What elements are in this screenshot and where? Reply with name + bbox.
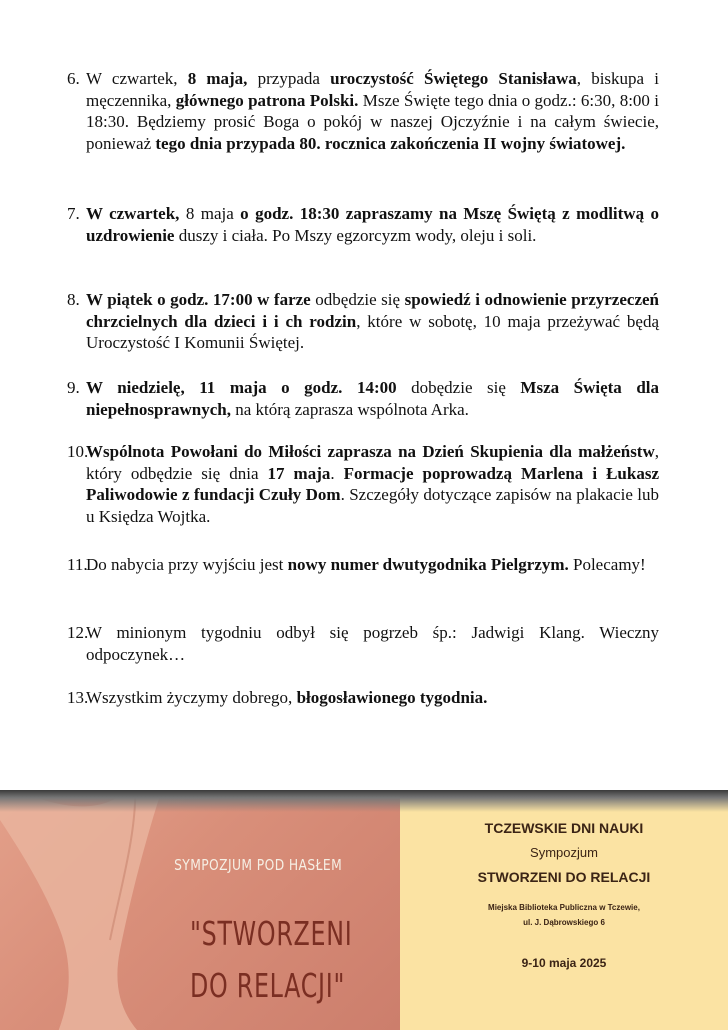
item-text-segment: Wszystkim życzymy dobrego, bbox=[86, 688, 297, 707]
item-text-segment: odbędzie się bbox=[310, 290, 405, 309]
item-number: 7. bbox=[67, 204, 80, 223]
item-text-segment: Do nabycia przy wyjściu jest bbox=[86, 555, 288, 574]
item-text-segment-bold: głównego patrona Polski. bbox=[175, 90, 359, 110]
item-text-segment: przypada bbox=[247, 69, 331, 88]
item-text bbox=[86, 687, 659, 709]
item-text-segment: , który odbędzie się dnia bbox=[86, 442, 659, 483]
item-text-segment-bold: Formacje poprowadzą Marlena i Łukasz Paliwodowie z fundacji Czuły Dom bbox=[86, 463, 659, 504]
item-text-segment: 8 maja bbox=[179, 204, 241, 223]
banner-caption: SYMPOZJUM POD HASŁEM bbox=[174, 856, 343, 874]
banner-title-line: "STWORZENI bbox=[190, 914, 353, 953]
announcement-item bbox=[67, 554, 659, 576]
item-text bbox=[86, 554, 659, 576]
item-number: 8. bbox=[67, 290, 80, 309]
item-number: 13. bbox=[67, 688, 89, 707]
item-number: 9. bbox=[67, 378, 80, 397]
event-type: Sympozjum bbox=[530, 845, 598, 860]
event-address: ul. J. Dąbrowskiego 6 bbox=[523, 918, 605, 927]
announcement-item bbox=[67, 289, 659, 354]
item-number: 10. bbox=[67, 442, 89, 461]
banner-title-line: DO RELACJI" bbox=[190, 966, 346, 1005]
item-text-segment-bold: spowiedź i odnowienie przyrzeczeń chrzcielnych dla dzieci i i ch rodzin bbox=[86, 290, 659, 331]
event-name: STWORZENI DO RELACJI bbox=[477, 869, 651, 885]
item-text-segment-bold: W czwartek, bbox=[86, 204, 180, 223]
announcement-item bbox=[67, 377, 659, 420]
item-text-segment: duszy i ciała. Po Mszy egzorcyzm wody, oleju i soli. bbox=[174, 225, 537, 245]
item-text bbox=[86, 441, 659, 527]
item-text-segment: na którą zaprasza wspólnota Arka. bbox=[231, 399, 469, 419]
item-text-segment: . Szczegóły dotyczące zapisów na plakacie lub u Księdza Wojtka. bbox=[86, 485, 659, 526]
item-text-segment: W czwartek, bbox=[86, 69, 188, 88]
item-text-segment: . bbox=[330, 463, 344, 483]
item-text bbox=[86, 622, 659, 665]
item-text-segment-bold: tego dnia przypada 80. rocznica zakończenia II wojny światowej. bbox=[155, 133, 626, 153]
item-text-segment-bold: nowy numer dwutygodnika Pielgrzym. bbox=[287, 555, 569, 574]
banner-photo-panel bbox=[0, 790, 400, 1030]
item-text-segment-bold: Wspólnota Powołani do Miłości zaprasza na Dzień Skupienia dla małżeństw bbox=[86, 442, 655, 461]
announcement-item bbox=[67, 687, 659, 709]
event-series-title: TCZEWSKIE DNI NAUKI bbox=[484, 820, 644, 836]
event-dates: 9-10 maja 2025 bbox=[521, 956, 607, 970]
item-text-segment: Msze Święte tego dnia o godz.: 6:30, 8:00 i 18:30. Będziemy prosić Boga o pokój w naszej Ojczyźnie i na całym świecie, ponieważ bbox=[86, 90, 659, 153]
item-text-segment-bold: Msza Święta dla niepełnosprawnych, bbox=[86, 378, 660, 419]
item-text-segment-bold: błogosławionego tygodnia. bbox=[296, 688, 488, 707]
item-text-segment-bold: 17 maja bbox=[267, 463, 331, 483]
event-venue: Miejska Biblioteka Publiczna w Tczewie, bbox=[488, 903, 640, 912]
item-text bbox=[86, 377, 659, 420]
item-number: 11. bbox=[67, 555, 88, 574]
banner-title bbox=[190, 908, 353, 1012]
hand-illustration bbox=[0, 790, 220, 1030]
announcement-item bbox=[67, 68, 659, 154]
banner-top-shadow bbox=[0, 790, 728, 812]
item-text-segment-bold: W piątek o godz. 17:00 w farze bbox=[86, 290, 311, 309]
item-text-segment-bold: o godz. 18:30 zapraszamy na Mszę Świętą z modlitwą o uzdrowienie bbox=[86, 204, 659, 245]
item-text-segment: Polecamy! bbox=[568, 555, 646, 574]
announcement-item bbox=[67, 441, 659, 527]
item-text-segment: , które w sobotę, 10 maja przeżywać będą Uroczystość I Komunii Świętej. bbox=[86, 311, 659, 352]
symposium-banner bbox=[0, 790, 728, 1030]
item-number: 12. bbox=[67, 623, 89, 642]
item-text-segment-bold: uroczystość Świętego Stanisława bbox=[330, 69, 577, 88]
item-text-segment: , biskupa i męczennika, bbox=[86, 69, 659, 110]
item-text-segment-bold: W niedzielę, 11 maja o godz. 14:00 bbox=[86, 378, 397, 397]
item-text bbox=[86, 68, 659, 154]
item-text bbox=[86, 289, 659, 354]
announcement-item bbox=[67, 622, 659, 665]
item-text-segment: dobędzie się bbox=[396, 378, 521, 397]
item-text-segment: W minionym tygodniu odbył się pogrzeb śp.: Jadwigi Klang. Wieczny odpoczynek… bbox=[86, 623, 659, 664]
item-text-segment-bold: 8 maja, bbox=[187, 69, 248, 88]
announcement-item bbox=[67, 203, 659, 246]
banner-info-panel bbox=[400, 790, 728, 1030]
item-text bbox=[86, 203, 659, 246]
item-number: 6. bbox=[67, 69, 80, 88]
